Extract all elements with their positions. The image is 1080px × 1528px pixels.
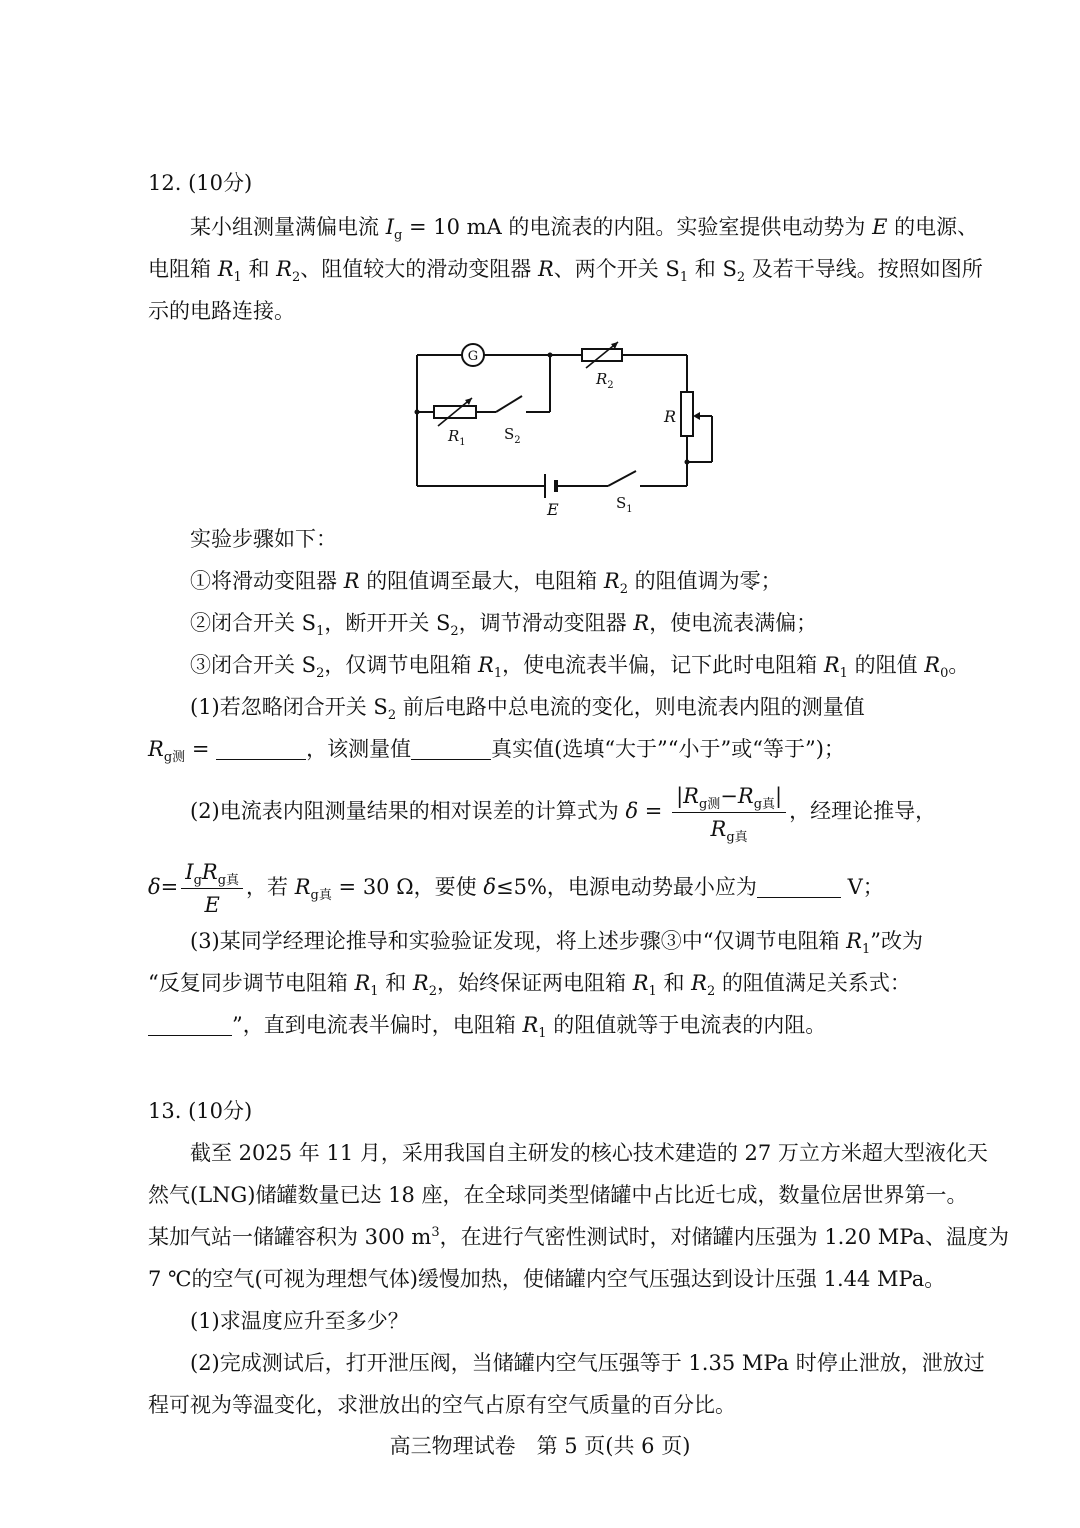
circuit-diagram — [400, 340, 730, 530]
q13-part1: (1)求温度应升至多少？ — [190, 1309, 409, 1333]
q12-intro-line1: 某小组测量满偏电流 $I_g = 10$ mA 的电流表的内阻。实验室提供电动势为 E 的电源、 — [190, 215, 979, 243]
battery-label: E — [547, 500, 559, 519]
part-2-line1: (2)电流表内阻测量结果的相对误差的计算式为 δ = $\frac{|R_{g测}-R_{g真}|}{R_{g真}}$ ，经理论推导， — [190, 784, 937, 845]
answer-blank-compare[interactable] — [411, 737, 491, 760]
part-3-line3: ”，直到电流表半偏时，电阻箱 $R_1$ 的阻值就等于电流表的内阻。 — [148, 1010, 826, 1040]
part-3-line2: “反复同步调节电阻箱 $R_1$ 和 $R_2$，始终保证两电阻箱 $R_1$ 和 $R_2$ 的阻值满足关系式： — [148, 971, 911, 999]
q12-intro-line2: 电阻箱 $R_1$ 和 $R_2$、阻值较大的滑动变阻器 R、两个开关 $S_1$ 和 $S_2$ 及若干导线。按照如图所 — [148, 257, 983, 285]
delta-formula-fraction: $\frac{I_gR_{g真}}{E}$ — [181, 858, 243, 919]
answer-blank-relation[interactable] — [148, 1013, 232, 1036]
step-3: ③闭合开关 $S_2$，仅调节电阻箱 $R_1$，使电流表半偏，记下此时电阻箱 $R_1$ 的阻值 $R_0$。 — [190, 653, 970, 681]
step-1: ①将滑动变阻器 R 的阻值调至最大，电阻箱 $R_2$ 的阻值调为零； — [190, 569, 782, 597]
s2-label: $S_2$ — [504, 425, 521, 446]
r2-label: $R_2$ — [596, 370, 614, 391]
q13-part2-line1: (2)完成测试后，打开泄压阀，当储罐内空气压强等于 1.35 MPa 时停止泄放，泄放过 — [190, 1351, 985, 1375]
r1-label: $R_1$ — [448, 427, 466, 448]
step-2: ②闭合开关 $S_1$，断开开关 $S_2$，调节滑动变阻器 R，使电流表满偏； — [190, 611, 818, 639]
s1-label: $S_1$ — [616, 494, 633, 515]
part-1-line2: $R_{g测}$ = ，该测量值 真实值(选填“大于”“小于”或“等于”)； — [148, 737, 845, 765]
q13-header: 13. (10分) — [148, 1099, 253, 1123]
rheostat-label: R — [664, 407, 677, 426]
relative-error-fraction: $\frac{|R_{g测}-R_{g真}|}{R_{g真}}$ — [672, 782, 786, 843]
q13-part2-line2: 程可视为等温变化，求泄放出的空气占原有空气质量的百分比。 — [148, 1393, 736, 1417]
q13-line4: 7 ℃的空气(可视为理想气体)缓慢加热，使储罐内空气压强达到设计压强 1.44 MPa。 — [148, 1267, 946, 1291]
q13-line2: 然气(LNG)储罐数量已达 18 座，在全球同类型储罐中占比近七成，数量位居世界第一。 — [148, 1183, 968, 1207]
rheostat — [681, 392, 693, 436]
answer-blank-emf[interactable] — [757, 875, 841, 898]
part-1-line1: (1)若忽略闭合开关 $S_2$ 前后电路中总电流的变化，则电流表内阻的测量值 — [190, 695, 865, 723]
q13-line3: 某加气站一储罐容积为 300 $m^3$，在进行气密性测试时，对储罐内压强为 1.20 MPa、温度为 — [148, 1225, 1009, 1249]
steps-title: 实验步骤如下： — [190, 527, 337, 551]
q12-intro-line3: 示的电路连接。 — [148, 299, 295, 323]
page-footer: 高三物理试卷 第 5 页(共 6 页) — [389, 1434, 691, 1458]
q12-header: 12. (10分) — [148, 171, 253, 195]
q13-line1: 截至 2025 年 11 月，采用我国自主研发的核心技术建造的 27 万立方米超大型液化天 — [190, 1141, 988, 1165]
part-2-line2: δ= $\frac{I_gR_{g真}}{E}$ ，若 $R_{g真} = 30$ Ω，要使 δ≤5%，电源电动势最小应为 V； — [148, 860, 884, 917]
part-3-line1: (3)某同学经理论推导和实验验证发现，将上述步骤③中“仅调节电阻箱 $R_1$”改为 — [190, 929, 924, 957]
galvanometer-label: G — [467, 349, 479, 364]
answer-blank-rg[interactable] — [216, 737, 306, 760]
